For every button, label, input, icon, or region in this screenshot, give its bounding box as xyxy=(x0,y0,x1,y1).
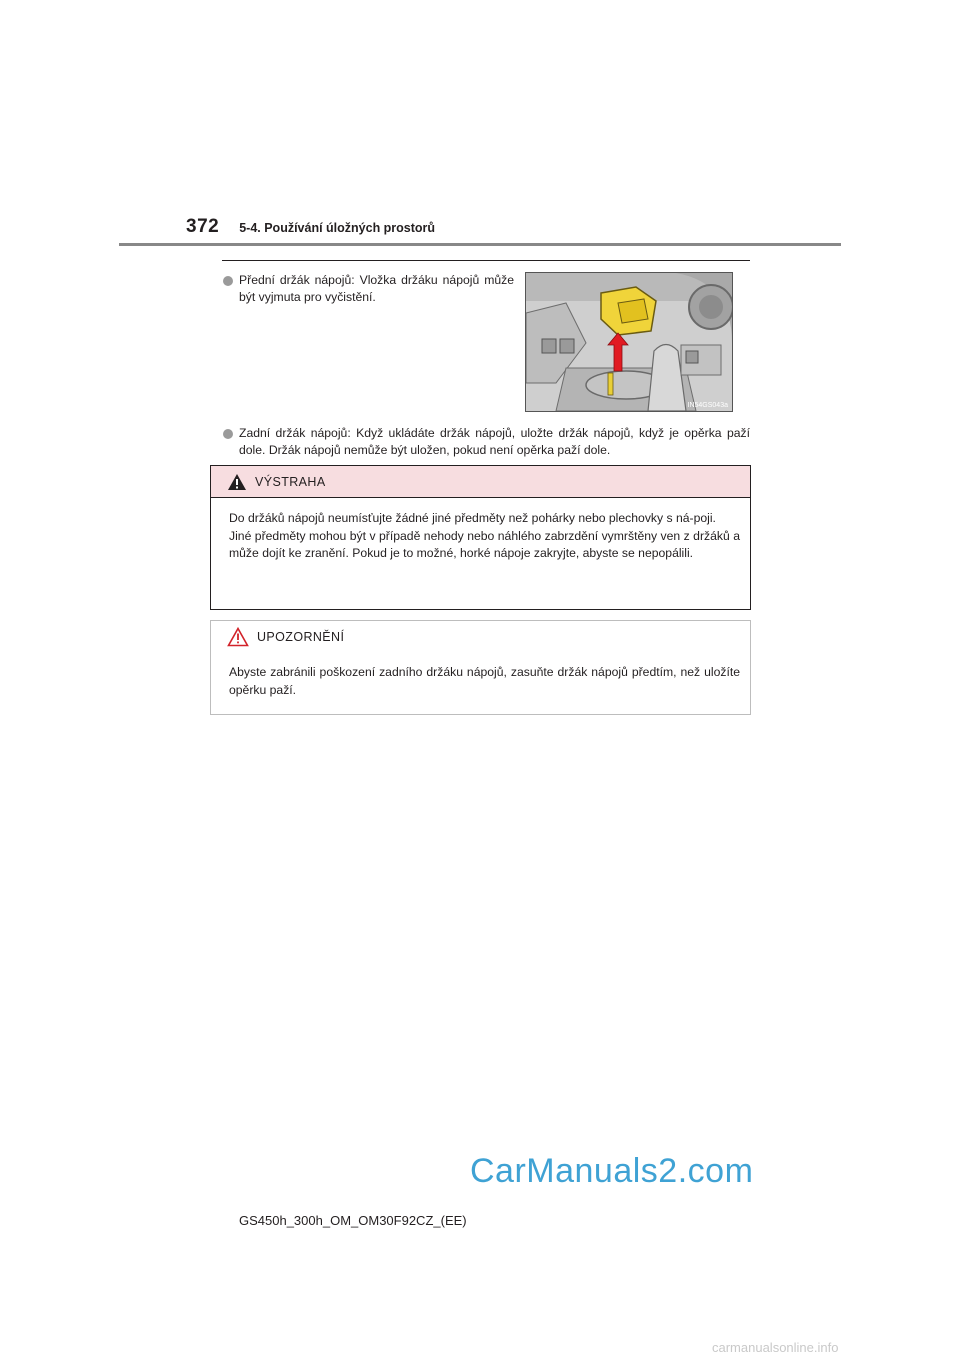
caution-paragraph: Abyste zabránili poškození zadního držáku nápojů, zasuňte držák nápojů předtím, než uložíte opěrku paží. xyxy=(229,665,740,697)
warning-triangle-icon xyxy=(227,473,247,491)
bullet-dot-icon xyxy=(223,276,233,286)
page-header xyxy=(186,216,435,238)
bullet-text: Zadní držák nápojů: Když ukládáte držák nápojů, uložte držák nápojů, když je opěrka paží dole. Držák nápojů nemůže být uložen, pokud není opěrka paží dole. xyxy=(239,426,750,457)
warning-paragraph: Jiné předměty mohou být v případě nehody nebo náhlého zabrzdění vymrštěny ven z držáků a může dojít ke zranění. Pokud je to možné, horké nápoje zakryjte, abyste se nepopálili. xyxy=(229,528,740,560)
header-rule xyxy=(119,243,841,246)
warning-body xyxy=(211,498,750,563)
warning-header xyxy=(211,466,750,498)
warning-label: VÝSTRAHA xyxy=(255,474,326,489)
bullet-text: Přední držák nápojů: Vložka držáku nápojů může být vyjmuta pro vyčistění. xyxy=(239,273,514,304)
content-top-rule xyxy=(222,260,750,261)
watermark-logo: CarManuals2.com xyxy=(470,1152,754,1190)
cup-holder-insert-illustration-icon xyxy=(526,273,732,411)
caution-label: UPOZORNĚNÍ xyxy=(257,629,345,644)
caution-body xyxy=(211,652,750,699)
bullet-front-cup-holder xyxy=(239,272,514,306)
warning-box xyxy=(210,465,751,610)
document-code: GS450h_300h_OM_OM30F92CZ_(EE) xyxy=(239,1213,467,1228)
bullet-dot-icon xyxy=(223,429,233,439)
caution-header xyxy=(211,621,750,652)
warning-paragraph: Do držáků nápojů neumísťujte žádné jiné předměty než pohárky nebo plechovky s ná-poji. xyxy=(229,511,716,525)
caution-box xyxy=(210,620,751,715)
bullet-rear-cup-holder xyxy=(239,425,750,459)
figure-code: IN54GS043a xyxy=(687,402,728,409)
cup-holder-illustration xyxy=(525,272,733,412)
section-title: 5-4. Používání úložných prostorů xyxy=(239,221,436,235)
site-watermark: carmanualsonline.info xyxy=(712,1340,839,1355)
page-number: 372 xyxy=(186,216,220,237)
caution-triangle-icon xyxy=(227,627,249,647)
